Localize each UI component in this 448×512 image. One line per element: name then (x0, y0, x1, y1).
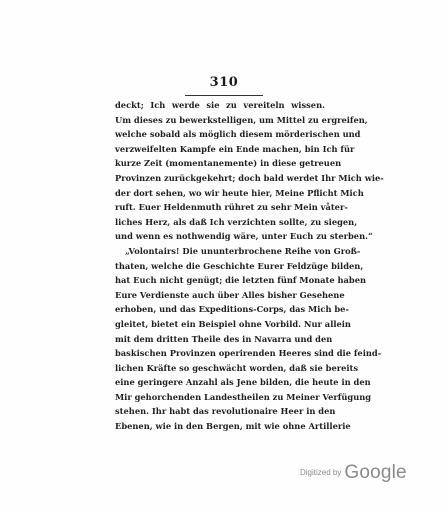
text-line: hat Euch nicht genügt; die letzten fünf Monate haben (115, 275, 367, 286)
body-text (115, 98, 384, 434)
text-line: kurze Zeit (momentanemente) in diese getreuen (115, 158, 342, 169)
text-line: thaten, welche die Geschichte Eurer Feldzüge bilden, (115, 260, 364, 271)
text-line: Mir gehorchenden Landestheilen zu Meiner Verfügung (115, 391, 372, 402)
text-line: liches Herz, als daß Ich verzichten sollte, zu siegen, (115, 216, 358, 227)
watermark-prefix: Digitized by (300, 468, 342, 477)
text-line: ruft. Euer Heldenmuth rühret zu sehr Mein våter- (115, 202, 348, 213)
text-line: baskischen Provinzen operirenden Heeres sind die feind- (115, 348, 382, 359)
page-number: 310 (209, 75, 239, 90)
text-line: mit dem dritten Theile des in Navarra und den (115, 333, 333, 344)
text-line: eine geringere Anzahl als Jene bilden, die heute in den (115, 377, 371, 388)
text-line: deckt; Ich werde sie zu vereiteln wissen. (115, 100, 325, 110)
text-line: stehen. Ihr habt das revolutionaire Heer in den (115, 406, 336, 417)
google-logo: Google (344, 462, 407, 483)
text-line: erhoben, und das Expeditions-Corps, das Mich be- (115, 304, 349, 315)
text-line: Um dieses zu bewerkstelligen, um Mittel zu ergreifen, (115, 114, 368, 125)
text-line: Ebenen, wie in den Bergen, mit wie ohne Artillerie (115, 421, 351, 432)
header-rule (185, 95, 263, 96)
text-line: und wenn es nothwendig wäre, unter Euch zu sterben.“ (115, 231, 373, 242)
google-watermark (300, 462, 407, 484)
text-line: lichen Kräfte so geschwächt worden, daß sie bereits (115, 362, 359, 373)
text-line: welche sobald als möglich diesem mörderischen und (115, 129, 361, 140)
text-line: gleitet, bietet ein Beispiel ohne Vorbild. Nur allein (115, 318, 351, 329)
text-line: verzweifelten Kampfe ein Ende machen, bin Ich für (115, 143, 355, 154)
text-line: Provinzen zurückgekehrt; doch bald werdet Ihr Mich wie- (115, 172, 384, 183)
text-line: „Volontairs! Die ununterbrochene Reihe von Groß- (125, 245, 361, 256)
text-line: Eure Verdienste auch über Alles bisher Gesehene (115, 289, 345, 300)
text-line: der dort sehen, wo wir heute hier, Meine Pflicht Mich (115, 187, 364, 198)
